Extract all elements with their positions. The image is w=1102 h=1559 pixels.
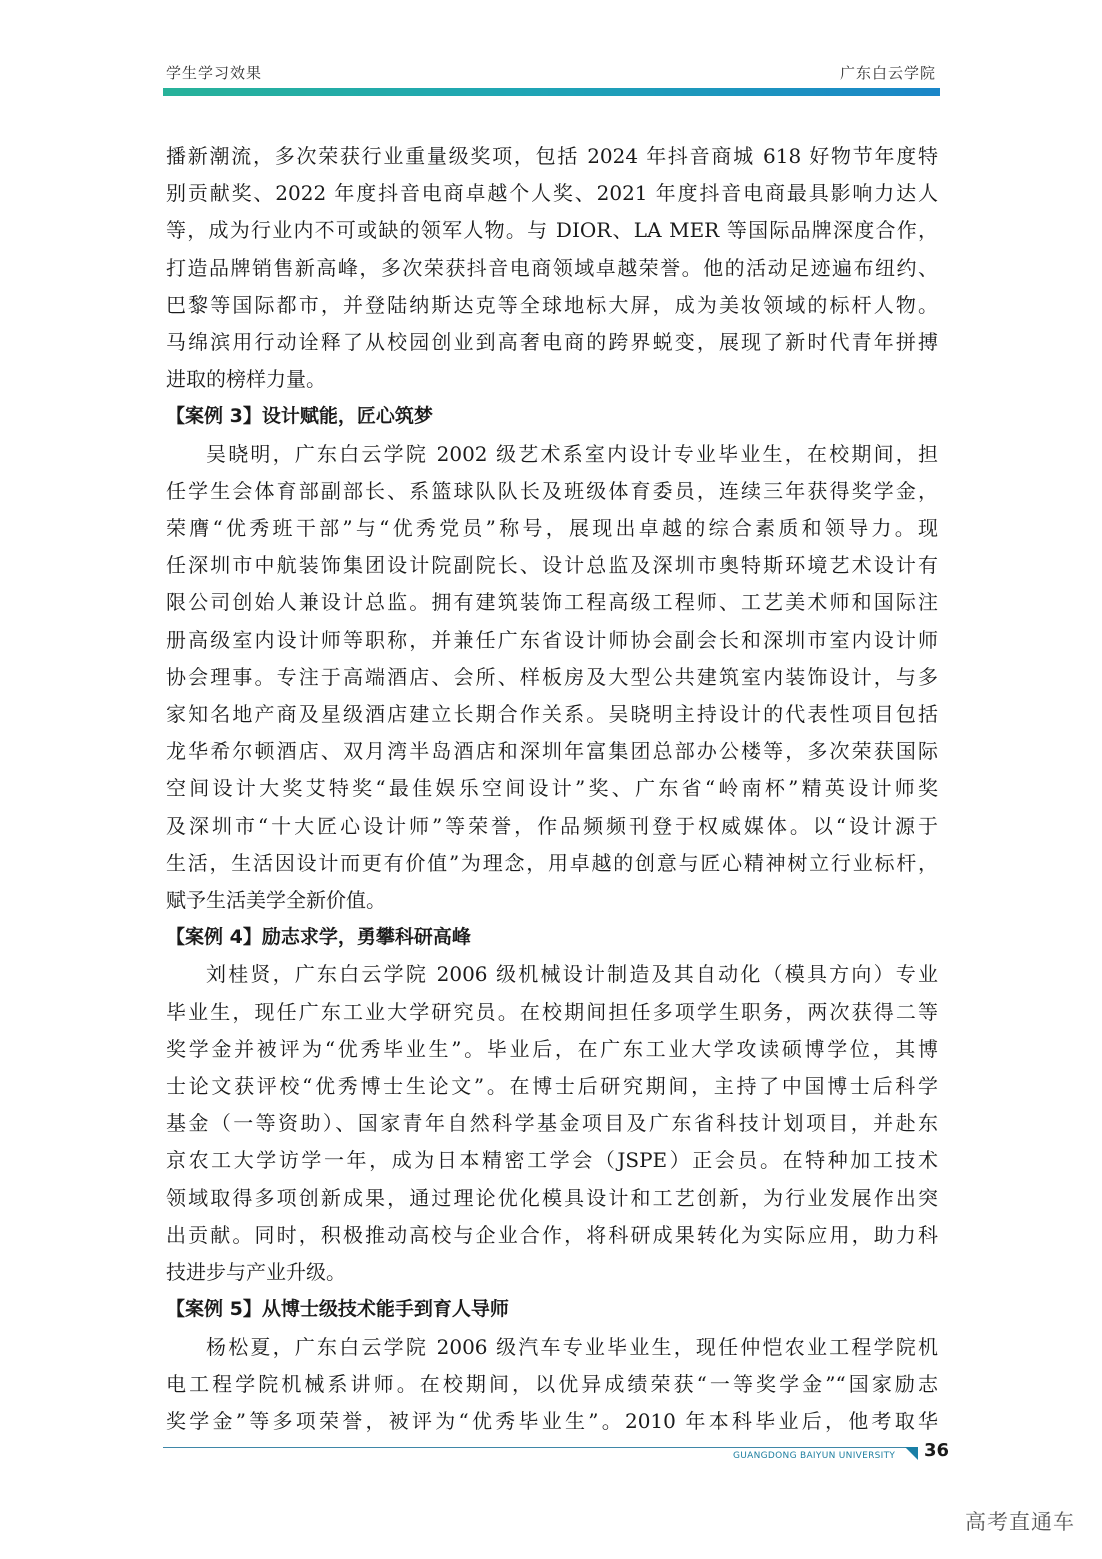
paragraph-line: 别贡献奖、2022 年度抖音电商卓越个人奖、2021 年度抖音电商最具影响力达人: [166, 181, 938, 206]
body-content: [166, 138, 938, 1440]
footer-rule: [163, 1447, 908, 1448]
paragraph-line: 家知名地产商及星级酒店建立长期合作关系。吴晓明主持设计的代表性项目包括: [166, 702, 938, 727]
paragraph-line: 士论文获评校“优秀博士生论文”。在博士后研究期间，主持了中国博士后科学: [166, 1074, 938, 1099]
case-heading: 【案例 3】设计赋能，匠心筑梦: [166, 405, 433, 428]
paragraph-line: 限公司创始人兼设计总监。拥有建筑装饰工程高级工程师、工艺美术师和国际注: [166, 590, 938, 615]
paragraph-line: 龙华希尔顿酒店、双月湾半岛酒店和深圳年富集团总部办公楼等，多次荣获国际: [166, 739, 938, 764]
paragraph-line: 及深圳市“十大匠心设计师”等荣誉，作品频频刊登于权威媒体。以“设计源于: [166, 813, 938, 838]
watermark-text: 高考直通车: [965, 1510, 1075, 1534]
paragraph-line: 出贡献。同时，积极推动高校与企业合作，将科研成果转化为实际应用，助力科: [166, 1222, 938, 1247]
page-number: 36: [924, 1440, 950, 1461]
paragraph-line: 马绵滨用行动诠释了从校园创业到高奢电商的跨界蜕变，展现了新时代青年拼搏: [166, 330, 938, 355]
case-heading: 【案例 5】从博士级技术能手到育人导师: [166, 1298, 509, 1321]
running-header-section: 学生学习效果: [166, 64, 263, 82]
footer-triangle-mark: [905, 1447, 918, 1460]
paragraph-line: 赋予生活美学全新价值。: [166, 888, 386, 913]
header-gradient-bar: [163, 88, 940, 96]
paragraph-line: 任深圳市中航装饰集团设计院副院长、设计总监及深圳市奥特斯环境艺术设计有: [166, 553, 938, 578]
paragraph-line: 巴黎等国际都市，并登陆纳斯达克等全球地标大屏，成为美妆领域的标杆人物。: [166, 292, 938, 317]
paragraph-line: 毕业生，现任广东工业大学研究员。在校期间担任多项学生职务，两次获得二等: [166, 999, 938, 1024]
paragraph-line: 吴晓明，广东白云学院 2002 级艺术系室内设计专业毕业生，在校期间，担: [206, 441, 938, 466]
paragraph-line: 荣膺“优秀班干部”与“优秀党员”称号，展现出卓越的综合素质和领导力。现: [166, 516, 938, 541]
paragraph-line: 任学生会体育部副部长、系篮球队队长及班级体育委员，连续三年获得奖学金，: [166, 478, 938, 503]
paragraph-line: 领域取得多项创新成果，通过理论优化模具设计和工艺创新，为行业发展作出突: [166, 1185, 938, 1210]
running-header-institution: 广东白云学院: [839, 64, 936, 82]
paragraph-line: 进取的榜样力量。: [166, 367, 326, 392]
paragraph-line: 杨松夏，广东白云学院 2006 级汽车专业毕业生，现任仲恺农业工程学院机: [206, 1334, 938, 1359]
paragraph-line: 京农工大学访学一年，成为日本精密工学会（JSPE）正会员。在特种加工技术: [166, 1148, 938, 1173]
paragraph-line: 奖学金”等多项荣誉，被评为“优秀毕业生”。2010 年本科毕业后，他考取华: [166, 1408, 938, 1433]
paragraph-line: 协会理事。专注于高端酒店、会所、样板房及大型公共建筑室内装饰设计，与多: [166, 664, 938, 689]
case-heading: 【案例 4】励志求学，勇攀科研高峰: [166, 926, 471, 949]
paragraph-line: 生活，生活因设计而更有价值”为理念，用卓越的创意与匠心精神树立行业标杆，: [166, 850, 938, 875]
paragraph-line: 等，成为行业内不可或缺的领军人物。与 DIOR、LA MER 等国际品牌深度合作，: [166, 218, 938, 243]
paragraph-line: 奖学金并被评为“优秀毕业生”。毕业后，在广东工业大学攻读硕博学位，其博: [166, 1036, 938, 1061]
paragraph-line: 空间设计大奖艾特奖“最佳娱乐空间设计”奖、广东省“岭南杯”精英设计师奖: [166, 776, 938, 801]
paragraph-line: 刘桂贤，广东白云学院 2006 级机械设计制造及其自动化（模具方向）专业: [206, 962, 938, 987]
footer-university-name: GUANGDONG BAIYUN UNIVERSITY: [733, 1451, 896, 1461]
paragraph-line: 册高级室内设计师等职称，并兼任广东省设计师协会副会长和深圳市室内设计师: [166, 627, 938, 652]
paragraph-line: 基金（一等资助）、国家青年自然科学基金项目及广东省科技计划项目，并赴东: [166, 1111, 938, 1136]
paragraph-line: 技进步与产业升级。: [166, 1260, 346, 1285]
paragraph-line: 播新潮流，多次荣获行业重量级奖项，包括 2024 年抖音商城 618 好物节年度特: [166, 144, 938, 168]
paragraph-line: 电工程学院机械系讲师。在校期间，以优异成绩荣获“一等奖学金”“国家励志: [166, 1371, 938, 1396]
paragraph-line: 打造品牌销售新高峰，多次荣获抖音电商领域卓越荣誉。他的活动足迹遍布纽约、: [166, 255, 938, 280]
